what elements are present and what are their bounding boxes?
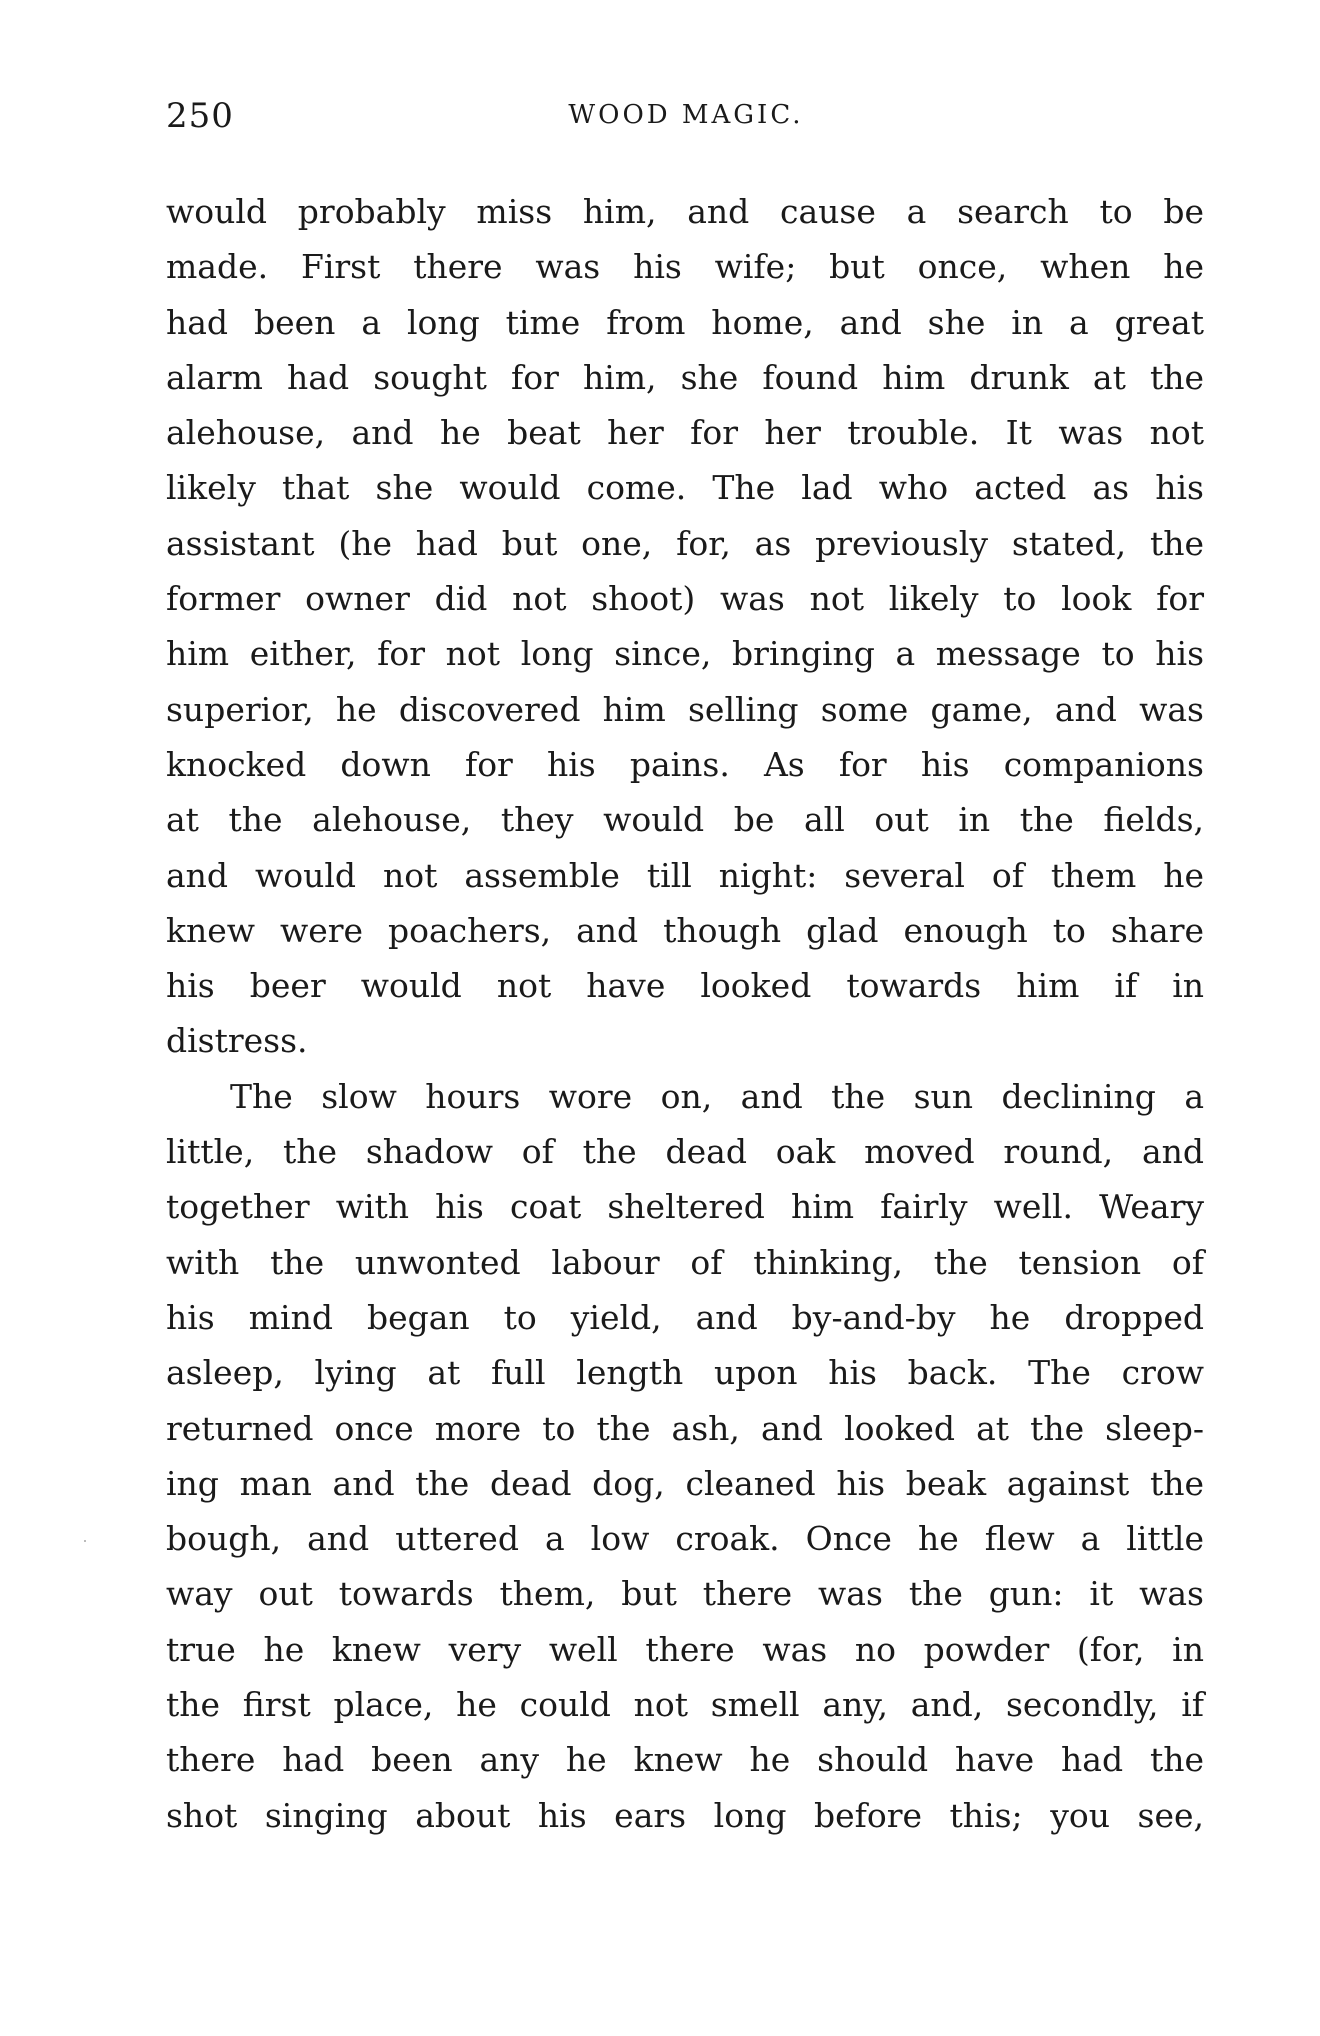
text-line: ing man and the dead dog, cleaned his beak against the (166, 1463, 1204, 1503)
page-header (166, 96, 1206, 140)
text-line: distress. (166, 1021, 308, 1061)
text-line: asleep, lying at full length upon his back. The crow (166, 1353, 1204, 1393)
text-line: knew were poachers, and though glad enough to share (166, 910, 1204, 950)
text-line: The slow hours wore on, and the sun declining a (230, 1076, 1204, 1116)
text-line: way out towards them, but there was the gun: it was (166, 1574, 1204, 1614)
text-line: had been a long time from home, and she in a great (166, 302, 1204, 342)
text-line: at the alehouse, they would be all out in the fields, (166, 800, 1204, 840)
text-line: the first place, he could not smell any, and, secondly, if (166, 1685, 1204, 1725)
text-line: true he knew very well there was no powder (for, in (166, 1629, 1204, 1669)
text-line: alarm had sought for him, she found him drunk at the (166, 357, 1204, 397)
text-line: little, the shadow of the dead oak moved round, and (166, 1132, 1204, 1172)
text-line: likely that she would come. The lad who acted as his (166, 468, 1204, 508)
text-line: him either, for not long since, bringing a message to his (166, 634, 1204, 674)
text-line: returned once more to the ash, and looked at the sleep- (166, 1408, 1204, 1448)
paragraph-1 (166, 184, 1204, 1069)
running-title: WOOD MAGIC. (568, 100, 804, 130)
text-line: shot singing about his ears long before this; you see, (166, 1795, 1204, 1835)
text-line: bough, and uttered a low croak. Once he flew a little (166, 1519, 1204, 1559)
print-speck (84, 1540, 86, 1542)
text-line: with the unwonted labour of thinking, the tension of (166, 1242, 1204, 1282)
text-line: knocked down for his pains. As for his companions (166, 744, 1204, 784)
text-line: alehouse, and he beat her for her trouble. It was not (166, 413, 1204, 453)
text-line: assistant (he had but one, for, as previously stated, the (166, 523, 1204, 563)
text-line: his beer would not have looked towards him if in (166, 966, 1204, 1006)
text-line: together with his coat sheltered him fairly well. Weary (166, 1187, 1204, 1227)
text-line: made. First there was his wife; but once, when he (166, 247, 1204, 287)
page-number: 250 (166, 96, 234, 136)
text-line: superior, he discovered him selling some game, and was (166, 689, 1204, 729)
paragraph-2 (166, 1069, 1204, 1843)
text-line: his mind began to yield, and by-and-by he dropped (166, 1297, 1204, 1337)
body-text (166, 184, 1204, 1843)
text-line: would probably miss him, and cause a search to be (166, 192, 1204, 231)
text-line: and would not assemble till night: several of them he (166, 855, 1204, 895)
text-line: there had been any he knew he should have had the (166, 1740, 1204, 1780)
text-line: former owner did not shoot) was not likely to look for (166, 579, 1204, 619)
